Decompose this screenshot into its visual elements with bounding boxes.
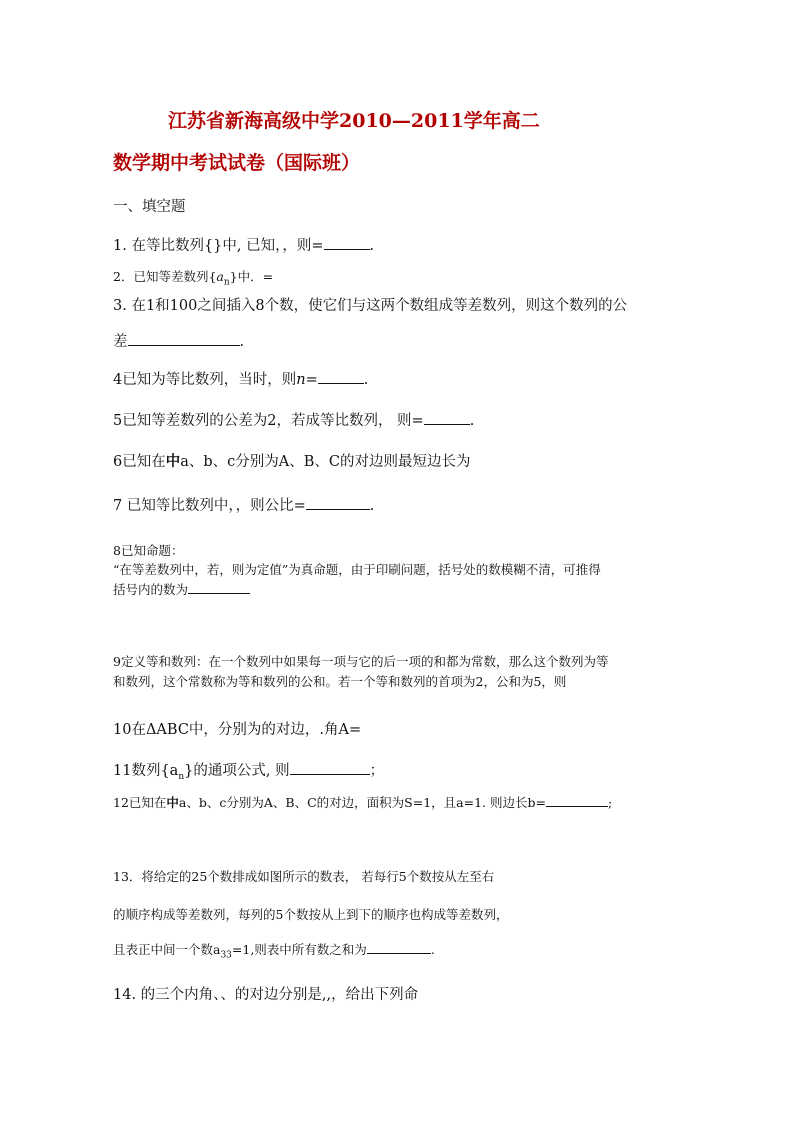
question-11-post: }的通项公式, 则 xyxy=(184,763,290,779)
question-12-post: a、b、c分别为A、B、C的对边，面积为S=1，且a=1. 则边长b= xyxy=(178,795,546,810)
answer-blank-4[interactable] xyxy=(318,369,364,385)
question-6-pre: 6已知在 xyxy=(113,454,166,470)
question-13-line-3-sub: 33 xyxy=(220,950,232,961)
answer-blank-13[interactable] xyxy=(367,941,431,955)
question-2-pre: 2．已知等差数列{ xyxy=(113,269,217,284)
question-3-line-2-pre: 差 xyxy=(113,334,128,350)
question-2-sub: n xyxy=(223,277,230,288)
question-2 xyxy=(113,267,273,288)
answer-blank-5[interactable] xyxy=(424,410,470,426)
question-2-post: }中．= xyxy=(229,269,274,284)
question-13-line-2: 的顺序构成等差数列，每列的5个数按从上到下的顺序也构成等差数列， xyxy=(113,907,509,922)
question-7-text: 7 已知等比数列中，，则公比= xyxy=(113,498,306,514)
question-12 xyxy=(113,793,612,811)
question-6-bold: 中 xyxy=(165,453,181,470)
question-11 xyxy=(113,759,384,782)
answer-blank-8[interactable] xyxy=(188,581,250,595)
question-12-pre: 12已知在 xyxy=(113,795,167,810)
question-4-var: n xyxy=(296,372,306,388)
question-5-tail: . xyxy=(469,413,475,429)
answer-blank-12[interactable] xyxy=(546,794,608,808)
question-13-line-3-post: =1,则表中所有数之和为 xyxy=(231,942,367,957)
question-3-line-2 xyxy=(113,330,244,351)
question-11-sub: n xyxy=(178,771,185,782)
question-13-line-1: 13．将给定的25个数排成如图所示的数表， 若每行5个数按从左至右 xyxy=(113,869,495,884)
question-10: 10在ΔABC中，分别为的对边，.角A= xyxy=(113,722,362,738)
answer-blank-11[interactable] xyxy=(290,760,370,776)
question-1-text: 1. 在等比数列{}中, 已知，，则= xyxy=(113,238,324,254)
question-4 xyxy=(113,368,368,389)
question-14: 14. 的三个内角、、的对边分别是,,，给出下列命 xyxy=(113,987,419,1003)
question-11-tail: ； xyxy=(369,763,385,779)
question-9-line-2: 和数列，这个常数称为等和数列的公和。若一个等和数列的首项为2，公和为5，则 xyxy=(113,674,567,689)
answer-blank-7[interactable] xyxy=(306,495,370,511)
section-heading: 一、填空题 xyxy=(113,199,186,215)
question-8-line-1: 8已知命题： xyxy=(113,543,184,558)
question-3-tail: . xyxy=(239,334,245,350)
question-7-tail: . xyxy=(369,498,375,514)
question-4-pre: 4已知为等比数列，当时，则 xyxy=(113,372,297,388)
question-9-line-1: 9定义等和数列：在一个数列中如果每一项与它的后一项的和都为常数，那么这个数列为等 xyxy=(113,654,609,669)
question-8-line-2: “在等差数列中，若，则为定值”为真命题，由于印刷问题，括号处的数模糊不清，可推得 xyxy=(113,562,601,577)
question-4-post: = xyxy=(305,372,318,388)
question-8-line-3 xyxy=(113,580,250,598)
title-line-2: 数学期中考试试卷（国际班） xyxy=(113,152,361,174)
question-6-post: a、b、c分别为A、B、C的对边则最短边长为 xyxy=(180,454,471,470)
question-13-line-3-pre: 且表正中间一个数a xyxy=(113,942,221,957)
answer-blank-1[interactable] xyxy=(324,235,370,251)
question-1 xyxy=(113,234,374,255)
title-line-1: 江苏省新海高级中学2010—2011学年高二 xyxy=(168,110,540,132)
question-11-pre: 11数列{a xyxy=(113,763,179,779)
question-7 xyxy=(113,494,374,515)
question-12-bold: 中 xyxy=(166,795,179,810)
question-4-tail: . xyxy=(363,372,369,388)
question-8-line-3-text: 括号内的数为 xyxy=(113,582,189,597)
answer-blank-3[interactable] xyxy=(128,331,240,347)
question-6 xyxy=(113,450,471,471)
question-13-line-3 xyxy=(113,940,435,961)
question-13-tail: . xyxy=(430,942,435,957)
question-2-var: a xyxy=(216,269,224,284)
question-5-text: 5已知等差数列的公差为2，若成等比数列， 则= xyxy=(113,413,424,429)
question-12-tail: ; xyxy=(607,795,613,810)
question-5 xyxy=(113,409,474,430)
question-1-tail: . xyxy=(369,238,375,254)
question-3-line-1: 3. 在1和100之间插入8个数，使它们与这两个数组成等差数列，则这个数列的公 xyxy=(113,298,628,314)
